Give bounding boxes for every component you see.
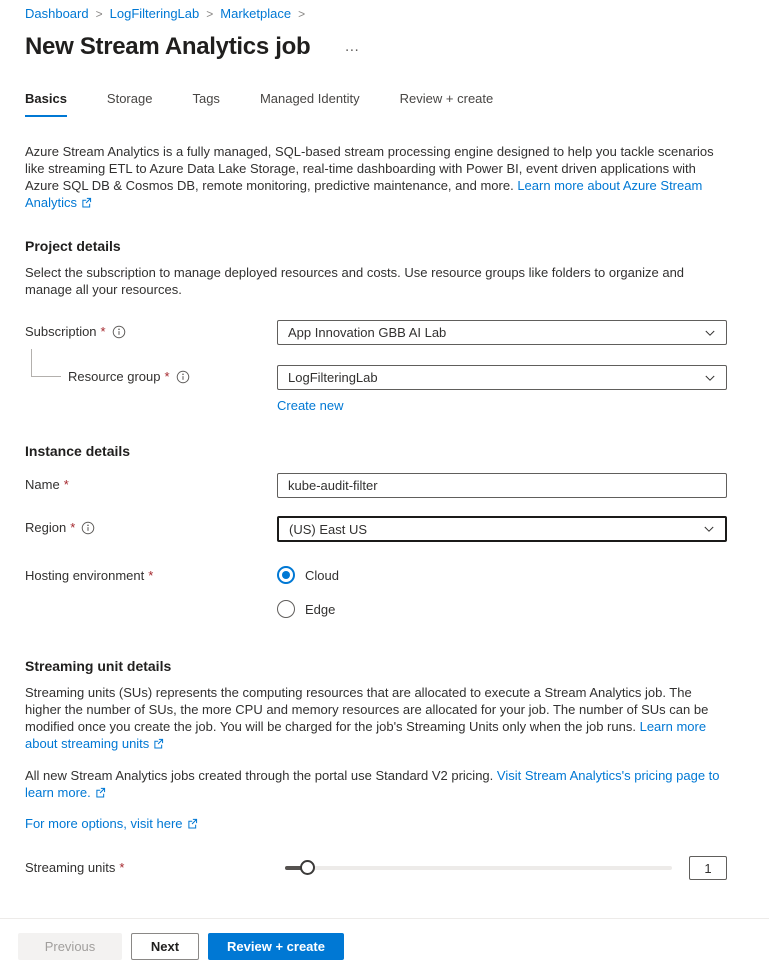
create-new-link[interactable]: Create new — [277, 398, 344, 413]
required-marker: * — [119, 860, 125, 875]
intro-text: Azure Stream Analytics is a fully managed, SQL-based stream processing engine designed to help you tackle scenarios like streaming ETL to Azure Data Lake Storage, real-time dashboarding with Power BI, event driven applications with Azure SQL DB & Cosmos DB, remote monitoring, predictive maintenance, and more. — [25, 144, 714, 193]
radio-unselected-icon[interactable] — [277, 600, 295, 618]
chevron-down-icon — [703, 523, 715, 535]
more-options-link[interactable]: For more options, visit here — [25, 816, 183, 831]
breadcrumb-marketplace[interactable]: Marketplace — [220, 6, 292, 21]
instance-details-heading: Instance details — [25, 443, 131, 459]
streaming-units-description — [25, 684, 727, 753]
subscription-value: App Innovation GBB AI Lab — [288, 325, 447, 340]
region-label: Region * — [25, 516, 277, 535]
info-icon[interactable] — [112, 325, 126, 339]
radio-selected-icon[interactable] — [277, 566, 295, 584]
wizard-footer — [0, 919, 769, 960]
more-options-paragraph — [25, 816, 727, 832]
subscription-dropdown[interactable] — [277, 320, 727, 345]
streaming-units-slider[interactable] — [285, 860, 672, 876]
streaming-units-input[interactable] — [689, 856, 727, 880]
project-details-description: Select the subscription to manage deployed resources and costs. Use resource groups like folders to organize and manage all your resources. — [25, 265, 685, 297]
tab-managed-identity[interactable]: Managed Identity — [259, 91, 360, 106]
info-icon[interactable] — [81, 521, 95, 535]
region-value: (US) East US — [289, 521, 368, 537]
name-input[interactable] — [277, 473, 727, 498]
radio-option-cloud[interactable] — [277, 566, 339, 584]
intro-paragraph — [25, 143, 727, 212]
tab-tags[interactable]: Tags — [192, 91, 220, 106]
radio-option-edge[interactable] — [277, 600, 335, 618]
required-marker: * — [164, 369, 170, 384]
chevron-down-icon — [704, 327, 716, 339]
slider-track[interactable] — [285, 866, 672, 870]
tab-review-create[interactable]: Review + create — [399, 91, 494, 106]
breadcrumb-separator: > — [298, 6, 306, 21]
pricing-text: All new Stream Analytics jobs created through the portal use Standard V2 pricing. — [25, 768, 494, 783]
slider-thumb[interactable] — [300, 860, 315, 875]
breadcrumb-dashboard[interactable]: Dashboard — [25, 6, 89, 21]
breadcrumb — [25, 6, 727, 21]
pricing-paragraph — [25, 767, 727, 802]
more-options-icon[interactable]: … — [344, 38, 360, 55]
page-title: New Stream Analytics job — [25, 33, 311, 60]
su-description-text: Streaming units (SUs) represents the computing resources that are allocated to execute a Stream Analytics job. The higher the number of SUs, the more CPU and memory resources are allocated for your job. The number of SUs can be modified once you create the job. You will be charged for the job's Streaming Units only when the job runs. — [25, 685, 709, 734]
resource-group-dropdown[interactable] — [277, 365, 727, 390]
wizard-tabs — [25, 91, 727, 117]
external-link-icon — [187, 817, 198, 832]
region-dropdown[interactable] — [277, 516, 727, 542]
learn-more-asa-link[interactable]: Learn more about Azure Stream Analytics — [25, 178, 703, 210]
project-details-heading: Project details — [25, 238, 121, 254]
required-marker: * — [63, 477, 69, 492]
breadcrumb-logfilteringlab[interactable]: LogFilteringLab — [109, 6, 200, 21]
subscription-label: Subscription * — [25, 320, 277, 339]
breadcrumb-separator: > — [206, 6, 214, 21]
external-link-icon — [81, 195, 92, 212]
radio-edge-label: Edge — [305, 601, 336, 617]
chevron-down-icon — [704, 372, 716, 384]
tab-storage[interactable]: Storage — [106, 91, 153, 106]
previous-button[interactable]: Previous — [18, 933, 122, 960]
hosting-environment-radio-group — [277, 564, 727, 618]
resource-group-value: LogFilteringLab — [288, 370, 378, 385]
resource-group-label: Resource group * — [25, 365, 277, 384]
required-marker: * — [148, 568, 154, 583]
next-button[interactable]: Next — [131, 933, 199, 960]
info-icon[interactable] — [176, 370, 190, 384]
name-label: Name * — [25, 477, 69, 492]
review-create-button[interactable]: Review + create — [208, 933, 344, 960]
tab-basics[interactable]: Basics — [25, 91, 67, 117]
breadcrumb-separator: > — [95, 6, 103, 21]
hosting-environment-label: Hosting environment * — [25, 568, 154, 583]
external-link-icon — [95, 785, 106, 802]
required-marker: * — [100, 324, 106, 339]
external-link-icon — [153, 736, 164, 753]
pricing-page-link[interactable]: Visit Stream Analytics's pricing page to learn more. — [25, 768, 720, 800]
radio-cloud-label: Cloud — [305, 567, 339, 583]
streaming-units-label: Streaming units * — [25, 860, 125, 875]
streaming-unit-details-heading: Streaming unit details — [25, 658, 172, 674]
learn-more-su-link[interactable]: Learn more about streaming units — [25, 719, 707, 751]
required-marker: * — [70, 520, 76, 535]
sub-resource-connector-line — [31, 349, 61, 377]
